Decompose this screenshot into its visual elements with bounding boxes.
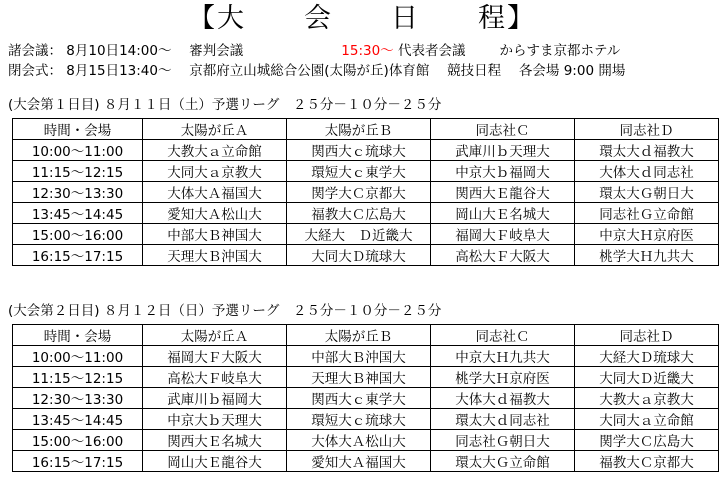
header-cell: 同志社Ｄ [575, 325, 719, 346]
match-cell: 関西大ｃ琉球大 [287, 140, 431, 161]
time-cell: 15:00～16:00 [13, 430, 143, 451]
match-cell: 大体大ｄ福教大 [431, 388, 575, 409]
match-cell: 中京大ｂ福岡大 [431, 161, 575, 182]
referee-meeting: 審判会議 [189, 43, 244, 59]
match-cell: 高松大Ｆ岐阜大 [143, 367, 287, 388]
table-row [13, 409, 719, 430]
match-cell: 岡山大Ｅ龍谷大 [143, 451, 287, 472]
header-cell: 同志社Ｃ [431, 119, 575, 140]
header-cell: 太陽が丘Ａ [143, 325, 287, 346]
match-cell: 中京大Ｈ京府医 [575, 224, 719, 245]
day1-schedule-table [12, 118, 719, 266]
match-cell: 愛知大Ａ松山大 [143, 203, 287, 224]
match-cell: 大体大Ａ福国大 [143, 182, 287, 203]
match-cell: 環太大ｄ福教大 [575, 140, 719, 161]
header-cell: 同志社Ｃ [431, 325, 575, 346]
time-cell: 12:30～13:30 [13, 182, 143, 203]
page-title: 【大 会 日 程】 [188, 3, 536, 34]
header-cell: 太陽が丘Ａ [143, 119, 287, 140]
day2-heading: (大会第２日目) ８月１２日（日）予選リーグ ２５分－１０分－２５分 [8, 303, 442, 319]
header-cell: 時間・会場 [13, 325, 143, 346]
time-cell: 10:00～11:00 [13, 140, 143, 161]
time-cell: 10:00～11:00 [13, 346, 143, 367]
match-cell: 大経大 Ｄ近畿大 [287, 224, 431, 245]
closing-label: 閉会式： [8, 63, 62, 79]
rep-meeting-time: 15:30～ [341, 43, 394, 59]
match-cell: 関学大Ｃ京都大 [287, 182, 431, 203]
match-cell: 中部大Ｂ沖国大 [287, 346, 431, 367]
match-cell: 大同大ａ京教大 [143, 161, 287, 182]
match-cell: 大経大Ｄ琉球大 [575, 346, 719, 367]
match-cell: 関西大Ｅ龍谷大 [431, 182, 575, 203]
match-cell: 環太大ｄ同志社 [431, 409, 575, 430]
match-cell: 環太大Ｇ朝日大 [575, 182, 719, 203]
match-cell: 中部大Ｂ神国大 [143, 224, 287, 245]
match-cell: 環短大ｃ琉球大 [287, 409, 431, 430]
table-row [13, 182, 719, 203]
closing-time: 8月15日13:40～ [66, 63, 172, 79]
match-cell: 福岡大Ｆ大阪大 [143, 346, 287, 367]
time-cell: 15:00～16:00 [13, 224, 143, 245]
table-row [13, 430, 719, 451]
match-cell: 福教大Ｃ広島大 [287, 203, 431, 224]
match-cell: 武庫川ｂ福岡大 [143, 388, 287, 409]
match-cell: 武庫川ｂ天理大 [431, 140, 575, 161]
match-cell: 大教大ａ立命館 [143, 140, 287, 161]
time-cell: 11:15～12:15 [13, 367, 143, 388]
table-row [13, 161, 719, 182]
table-row [13, 346, 719, 367]
header-cell: 時間・会場 [13, 119, 143, 140]
table-row [13, 203, 719, 224]
time-cell: 13:45～14:45 [13, 409, 143, 430]
time-cell: 12:30～13:30 [13, 388, 143, 409]
match-cell: 大同大Ｄ近畿大 [575, 367, 719, 388]
header-cell: 太陽が丘Ｂ [287, 119, 431, 140]
table-row [13, 451, 719, 472]
match-cell: 高松大Ｆ大阪大 [431, 245, 575, 266]
meetings-venue: からすま京都ホテル [499, 43, 621, 59]
day1-heading: (大会第１日目) ８月１１日（土）予選リーグ ２５分－１０分－２５分 [8, 97, 442, 113]
meetings-time: 8月10日14:00～ [66, 43, 172, 59]
match-cell: 大教大ａ京教大 [575, 388, 719, 409]
rep-meeting: 代表者会議 [397, 43, 466, 59]
match-cell: 桃学大Ｈ京府医 [431, 367, 575, 388]
match-cell: 関学大Ｃ広島大 [575, 430, 719, 451]
time-cell: 11:15～12:15 [13, 161, 143, 182]
table-row [13, 367, 719, 388]
match-cell: 環短大ｃ東学大 [287, 161, 431, 182]
match-cell: 同志社Ｇ朝日大 [431, 430, 575, 451]
match-cell: 福岡大Ｆ岐阜大 [431, 224, 575, 245]
match-cell: 天理大Ｂ沖国大 [143, 245, 287, 266]
schedule-note: 競技日程 [447, 63, 502, 79]
time-cell: 16:15～17:15 [13, 245, 143, 266]
match-cell: 中京大ｂ天理大 [143, 409, 287, 430]
table-row [13, 140, 719, 161]
time-cell: 16:15～17:15 [13, 451, 143, 472]
table-row [13, 245, 719, 266]
time-cell: 13:45～14:45 [13, 203, 143, 224]
header-cell: 太陽が丘Ｂ [287, 325, 431, 346]
table-row [13, 224, 719, 245]
day2-schedule-table [12, 324, 719, 472]
match-cell: 中京大Ｈ九共大 [431, 346, 575, 367]
match-cell: 愛知大Ａ福国大 [287, 451, 431, 472]
match-cell: 福教大Ｃ京都大 [575, 451, 719, 472]
match-cell: 大体大Ａ松山大 [287, 430, 431, 451]
table-header-row [13, 325, 719, 346]
match-cell: 大体大ｄ同志社 [575, 161, 719, 182]
match-cell: 桃学大Ｈ九共大 [575, 245, 719, 266]
opening-note: 各会場 9:00 開場 [518, 63, 626, 79]
match-cell: 同志社Ｇ立命館 [575, 203, 719, 224]
meetings-line [8, 42, 620, 60]
match-cell: 関西大ｃ東学大 [287, 388, 431, 409]
header-cell: 同志社Ｄ [575, 119, 719, 140]
match-cell: 大同大Ｄ琉球大 [287, 245, 431, 266]
match-cell: 岡山大Ｅ名城大 [431, 203, 575, 224]
match-cell: 大同大ａ立命館 [575, 409, 719, 430]
match-cell: 環太大Ｇ立命館 [431, 451, 575, 472]
meetings-label: 諸会議： [8, 43, 62, 59]
closing-venue: 京都府立山城総合公園(太陽が丘)体育館 [189, 63, 430, 79]
closing-line [8, 62, 625, 80]
match-cell: 関西大Ｅ名城大 [143, 430, 287, 451]
table-header-row [13, 119, 719, 140]
match-cell: 天理大Ｂ神国大 [287, 367, 431, 388]
table-row [13, 388, 719, 409]
